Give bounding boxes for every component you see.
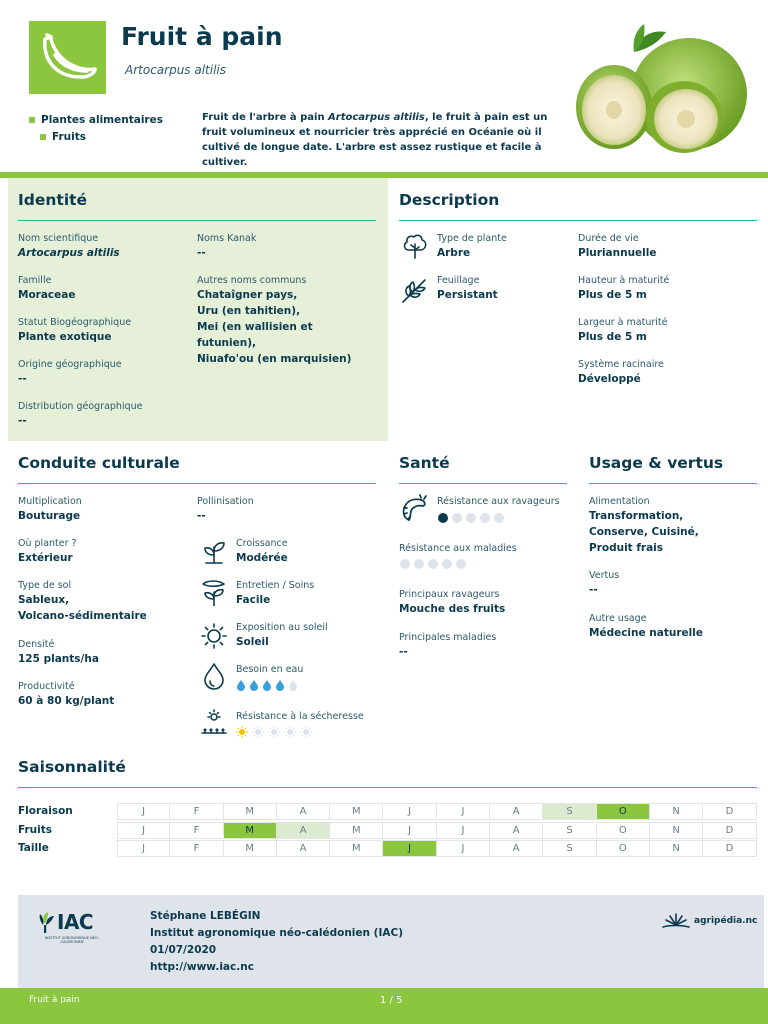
- field-value: Plante exotique: [18, 331, 112, 343]
- field-value: Développé: [578, 373, 641, 385]
- sprout-icon: [200, 537, 228, 565]
- season-months: [117, 822, 757, 839]
- rating-dot-empty: [452, 513, 462, 523]
- season-month-cell: D: [703, 840, 756, 857]
- field-label: Principales maladies: [399, 632, 497, 643]
- field-label: Densité: [18, 639, 55, 650]
- field-ravageurs: [399, 588, 505, 617]
- section-divider: [399, 483, 567, 484]
- section-title-usage: Usage & vertus: [589, 454, 724, 472]
- season-month-cell: D: [703, 822, 756, 839]
- sun-rating-empty: [268, 726, 280, 738]
- season-month-cell: O: [597, 822, 650, 839]
- season-month-cell: M: [224, 803, 277, 820]
- field-label: Alimentation: [589, 496, 650, 507]
- intro-part: , le fruit à pain est un fruit volumineux et nourricier très apprécié en Océanie où il cultivé de longue date. L'arbre est assez rustique et facile à cultiver.: [202, 112, 548, 168]
- field-value: Médecine naturelle: [589, 627, 703, 639]
- field-label: Pollinisation: [197, 496, 254, 507]
- field-noms-kanak: [197, 232, 256, 261]
- season-row-label: Floraison: [18, 805, 73, 817]
- field-racinaire: [578, 358, 664, 387]
- season-month-cell: J: [437, 840, 490, 857]
- field-value-line: Transformation,: [589, 510, 684, 522]
- field-value: Artocarpus altilis: [18, 247, 120, 259]
- season-month-cell: O: [597, 840, 650, 857]
- intro-latin: Artocarpus altilis: [328, 112, 425, 123]
- field-label: Origine géographique: [18, 359, 122, 370]
- rating-dot-empty: [494, 513, 504, 523]
- season-month-cell: F: [170, 803, 223, 820]
- field-origine: [18, 358, 122, 387]
- season-row-label: Fruits: [18, 824, 53, 836]
- field-value: Modérée: [236, 552, 288, 564]
- latin-name: Artocarpus altilis: [125, 63, 227, 77]
- field-productivite: [18, 680, 114, 709]
- category-list: [29, 112, 163, 146]
- field-largeur: [578, 316, 667, 345]
- water-drop-icon: [200, 662, 228, 690]
- rating-dot-empty: [456, 559, 466, 569]
- field-label: Autre usage: [589, 613, 647, 624]
- field-vertus: [589, 569, 619, 598]
- field-pollinisation: [197, 495, 254, 524]
- season-month-cell: N: [650, 822, 703, 839]
- field-value-line: Chataîgner pays,: [197, 289, 298, 301]
- field-densite: [18, 638, 99, 667]
- field-nom-scientifique: [18, 232, 120, 261]
- watering-care-icon: [200, 578, 228, 606]
- field-label: Autres noms communs: [197, 275, 307, 286]
- field-croissance: [236, 537, 288, 566]
- season-month-cell: J: [383, 803, 436, 820]
- season-month-cell: A: [277, 822, 330, 839]
- rating-dot-empty: [480, 513, 490, 523]
- drought-resistance-rating: [236, 726, 312, 738]
- field-hauteur: [578, 274, 669, 303]
- field-resistance-maladies: [399, 542, 517, 555]
- field-autre-usage: [589, 612, 703, 641]
- season-months: [117, 840, 757, 857]
- field-label: Où planter ?: [18, 538, 77, 549]
- field-value-line: Sableux,: [18, 594, 70, 606]
- field-label: Croissance: [236, 538, 288, 549]
- breadfruit-photo: [574, 22, 750, 160]
- iac-logo: [38, 908, 102, 950]
- season-month-cell: S: [543, 803, 596, 820]
- bottom-bar: [0, 988, 768, 1024]
- bottom-bar-title: Fruit à pain: [29, 995, 80, 1005]
- season-month-cell: A: [277, 840, 330, 857]
- field-label: Feuillage: [437, 275, 480, 286]
- field-autres-noms: [197, 274, 351, 367]
- field-type-sol: [18, 579, 147, 624]
- rating-dot-filled: [438, 513, 448, 523]
- field-value-line: Conserve, Cuisiné,: [589, 526, 699, 538]
- field-value: Soleil: [236, 636, 269, 648]
- field-value: 60 à 80 kg/plant: [18, 695, 115, 707]
- tree-icon: [401, 232, 429, 260]
- season-month-cell: A: [490, 803, 543, 820]
- page-number: 1 / 5: [380, 995, 403, 1006]
- season-month-cell: J: [117, 840, 170, 857]
- field-label: Exposition au soleil: [236, 622, 328, 633]
- water-drop-filled: [262, 680, 272, 691]
- rating-dot-empty: [414, 559, 424, 569]
- rating-dot-empty: [428, 559, 438, 569]
- season-month-cell: J: [117, 822, 170, 839]
- season-month-cell: M: [330, 803, 383, 820]
- rating-dot-empty: [466, 513, 476, 523]
- field-value: Extérieur: [18, 552, 73, 564]
- field-label: Distribution géographique: [18, 401, 143, 412]
- field-value: Arbre: [437, 247, 471, 259]
- drought-icon: [200, 709, 228, 737]
- agripedia-logo-text: agripédia.nc: [694, 916, 758, 926]
- pest-resistance-rating: [438, 513, 504, 523]
- field-value-line: futunien),: [197, 337, 256, 349]
- iac-logo-text: IAC: [57, 910, 94, 934]
- field-alimentation: [589, 495, 699, 556]
- sun-rating-empty: [284, 726, 296, 738]
- field-label: Type de sol: [18, 580, 72, 591]
- intro-part: Fruit de l'arbre à pain: [202, 112, 329, 123]
- section-title-description: Description: [399, 191, 500, 209]
- field-value: 125 plants/ha: [18, 653, 99, 665]
- field-value: Mouche des fruits: [399, 603, 506, 615]
- field-value-line: Volcano-sédimentaire: [18, 610, 147, 622]
- season-month-cell: J: [437, 803, 490, 820]
- field-label: Durée de vie: [578, 233, 639, 244]
- season-month-cell: N: [650, 803, 703, 820]
- field-value: Facile: [236, 594, 271, 606]
- field-label: Résistance aux ravageurs: [437, 496, 560, 507]
- season-month-cell: M: [224, 822, 277, 839]
- field-feuillage: [437, 274, 498, 303]
- intro-text: [202, 110, 557, 170]
- field-value: --: [197, 510, 206, 522]
- field-label: Principaux ravageurs: [399, 589, 500, 600]
- field-value-line: Produit frais: [589, 542, 664, 554]
- field-value: Plus de 5 m: [578, 331, 647, 343]
- season-month-cell: M: [224, 840, 277, 857]
- field-value-line: Uru (en tahitien),: [197, 305, 301, 317]
- footer-institute: Institut agronomique néo-calédonien (IAC): [150, 927, 403, 939]
- season-month-cell: D: [703, 803, 756, 820]
- disease-resistance-rating: [400, 559, 466, 569]
- field-value-line: Niuafo'ou (en marquisien): [197, 353, 352, 365]
- field-exposition: [236, 621, 328, 650]
- season-months: [117, 803, 757, 820]
- season-month-cell: A: [277, 803, 330, 820]
- season-month-cell: S: [543, 822, 596, 839]
- field-value: Persistant: [437, 289, 498, 301]
- section-divider: [18, 483, 376, 484]
- field-label: Besoin en eau: [236, 664, 304, 675]
- footer-author: Stéphane LEBÉGIN: [150, 910, 261, 922]
- field-label: Type de plante: [437, 233, 507, 244]
- field-duree-vie: [578, 232, 657, 261]
- category-item[interactable]: Plantes alimentaires: [29, 112, 163, 129]
- caterpillar-icon: [399, 494, 429, 524]
- field-maladies: [399, 631, 496, 660]
- field-label: Largeur à maturité: [578, 317, 668, 328]
- field-label: Résistance aux maladies: [399, 543, 517, 554]
- field-value: --: [399, 646, 408, 658]
- sun-icon: [200, 622, 228, 650]
- section-divider: [18, 220, 376, 221]
- field-secheresse: [236, 710, 364, 723]
- category-subitem[interactable]: Fruits: [40, 129, 163, 146]
- agripedia-logo: [661, 911, 757, 931]
- field-value: Plus de 5 m: [578, 289, 647, 301]
- field-value: Pluriannuelle: [578, 247, 657, 259]
- field-label: Productivité: [18, 681, 75, 692]
- water-drop-filled: [236, 680, 246, 691]
- water-drop-filled: [275, 680, 285, 691]
- season-month-cell: M: [330, 822, 383, 839]
- category-logo: [29, 21, 106, 94]
- rating-dot-empty: [442, 559, 452, 569]
- season-month-cell: J: [117, 803, 170, 820]
- field-value: Bouturage: [18, 510, 81, 522]
- field-label: Nom scientifique: [18, 233, 99, 244]
- field-label: Hauteur à maturité: [578, 275, 670, 286]
- season-month-cell: S: [543, 840, 596, 857]
- season-month-cell: F: [170, 840, 223, 857]
- section-title-conduite: Conduite culturale: [18, 454, 180, 472]
- season-month-cell: J: [383, 822, 436, 839]
- field-label: Système racinaire: [578, 359, 664, 370]
- field-value: --: [197, 247, 206, 259]
- section-title-sante: Santé: [399, 454, 450, 472]
- section-divider: [399, 220, 757, 221]
- banana-icon: [29, 21, 106, 94]
- field-value: --: [589, 584, 598, 596]
- field-besoin-eau: [236, 663, 303, 676]
- field-distribution: [18, 400, 142, 429]
- season-month-cell: M: [330, 840, 383, 857]
- field-label: Famille: [18, 275, 52, 286]
- field-resistance-ravageurs: [437, 495, 560, 508]
- season-month-cell: J: [383, 840, 436, 857]
- field-statut: [18, 316, 131, 345]
- sun-rating-empty: [252, 726, 264, 738]
- field-entretien: [236, 579, 314, 608]
- field-value: --: [18, 415, 27, 427]
- season-month-cell: A: [490, 822, 543, 839]
- field-ou-planter: [18, 537, 77, 566]
- field-type-plante: [437, 232, 507, 261]
- footer-credits: [150, 908, 403, 976]
- season-month-cell: J: [437, 822, 490, 839]
- water-drop-filled: [249, 680, 259, 691]
- section-divider: [589, 483, 757, 484]
- field-label: Entretien / Soins: [236, 580, 315, 591]
- leaf-branch-icon: [401, 276, 429, 304]
- page-title: Fruit à pain: [121, 22, 283, 51]
- water-drop-empty: [288, 680, 298, 691]
- field-value: Moraceae: [18, 289, 76, 301]
- field-label: Statut Biogéographique: [18, 317, 132, 328]
- footer-url[interactable]: http://www.iac.nc: [150, 961, 254, 973]
- field-value-line: Mei (en wallisien et: [197, 321, 313, 333]
- field-multiplication: [18, 495, 82, 524]
- iac-logo-subtitle: INSTITUT AGRONOMIQUE NÉO-CALÉDONIEN: [44, 936, 100, 944]
- field-label: Vertus: [589, 570, 620, 581]
- field-famille: [18, 274, 75, 303]
- field-label: Noms Kanak: [197, 233, 257, 244]
- season-row-label: Taille: [18, 842, 49, 854]
- field-value: --: [18, 373, 27, 385]
- water-need-rating: [236, 680, 298, 691]
- season-month-cell: A: [490, 840, 543, 857]
- field-label: Résistance à la sécheresse: [236, 711, 364, 722]
- field-label: Multiplication: [18, 496, 82, 507]
- season-month-cell: N: [650, 840, 703, 857]
- sun-rating-empty: [300, 726, 312, 738]
- sun-rating-filled: [236, 726, 248, 738]
- footer-date: 01/07/2020: [150, 944, 217, 956]
- section-title-identite: Identité: [18, 191, 88, 209]
- season-month-cell: F: [170, 822, 223, 839]
- section-title-saisonnalite: Saisonnalité: [18, 758, 126, 776]
- section-divider: [18, 787, 757, 788]
- season-month-cell: O: [597, 803, 650, 820]
- rating-dot-empty: [400, 559, 410, 569]
- agripedia-logo-mark: [661, 911, 691, 931]
